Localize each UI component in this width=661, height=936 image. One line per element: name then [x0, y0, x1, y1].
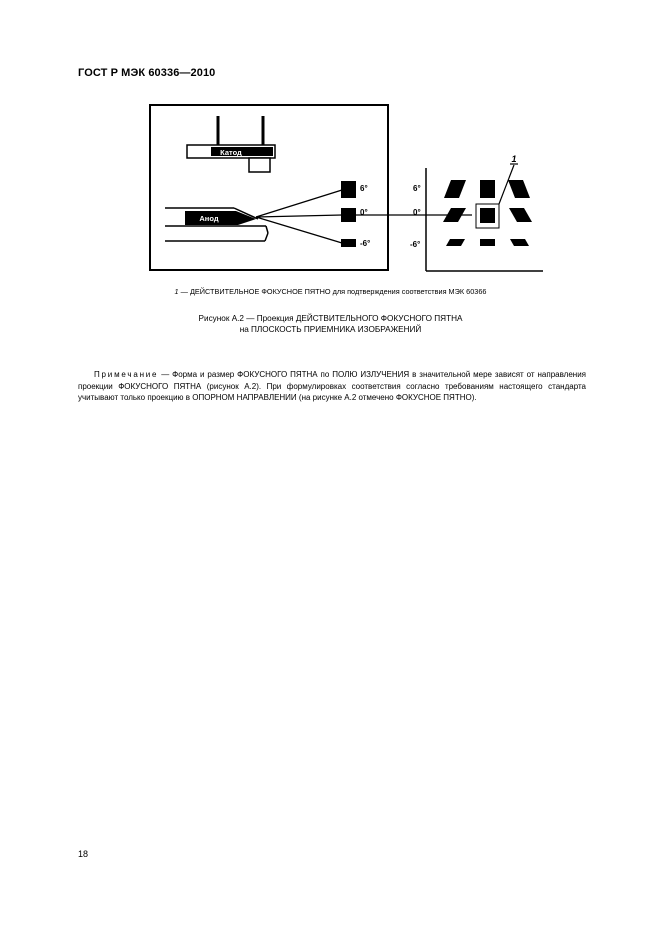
cathode — [187, 116, 275, 172]
left-angle-plus6: 6° — [360, 184, 368, 193]
note-paragraph — [78, 369, 586, 404]
legend-text: — ДЕЙСТВИТЕЛЬНОЕ ФОКУСНОЕ ПЯТНО для подтверждения соответствия МЭК 60366 — [178, 287, 487, 296]
document-header: ГОСТ Р МЭК 60336—2010 — [78, 67, 216, 79]
figure-legend — [0, 287, 661, 296]
cathode-label: Катод — [220, 148, 242, 157]
figure-caption — [0, 313, 661, 335]
left-angle-minus6: -6° — [360, 239, 371, 248]
page-number: 18 — [78, 849, 89, 859]
projection-panel — [426, 154, 543, 271]
right-angle-0: 0° — [413, 208, 421, 217]
anode — [165, 208, 268, 241]
projected-spots — [341, 181, 356, 247]
spot-0 — [341, 208, 356, 222]
spot-minus6 — [341, 239, 356, 247]
focal-spot-figure — [0, 0, 661, 300]
right-angle-plus6: 6° — [413, 184, 421, 193]
anode-label: Анод — [199, 214, 219, 223]
legend-number: 1 — [174, 287, 179, 296]
note-text: — Форма и размер ФОКУСНОГО ПЯТНА по ПОЛЮ ИЗЛУЧЕНИЯ в значительной мере зависят от направления проекции ФОКУСНОГО ПЯТНА (рисунок А.2). При формулировках соответствия согласно требованиям настоящего стандарта учитывают только проекцию в ОПОРНОМ НАПРАВЛЕНИИ (на рисунке А.2 отмечено ФОКУСНОЕ ПЯТНО). — [78, 370, 586, 403]
spot-plus6 — [341, 181, 356, 198]
left-angle-0: 0° — [360, 208, 368, 217]
note-lead: Примечание — [94, 370, 159, 379]
callout-number: 1 — [511, 154, 517, 164]
figure-caption-line2: на ПЛОСКОСТЬ ПРИЕМНИКА ИЗОБРАЖЕНИЙ — [239, 325, 422, 334]
right-angle-minus6: -6° — [410, 240, 421, 249]
figure-caption-line1: Рисунок А.2 — Проекция ДЕЙСТВИТЕЛЬНОГО ФОКУСНОГО ПЯТНА — [198, 314, 463, 323]
